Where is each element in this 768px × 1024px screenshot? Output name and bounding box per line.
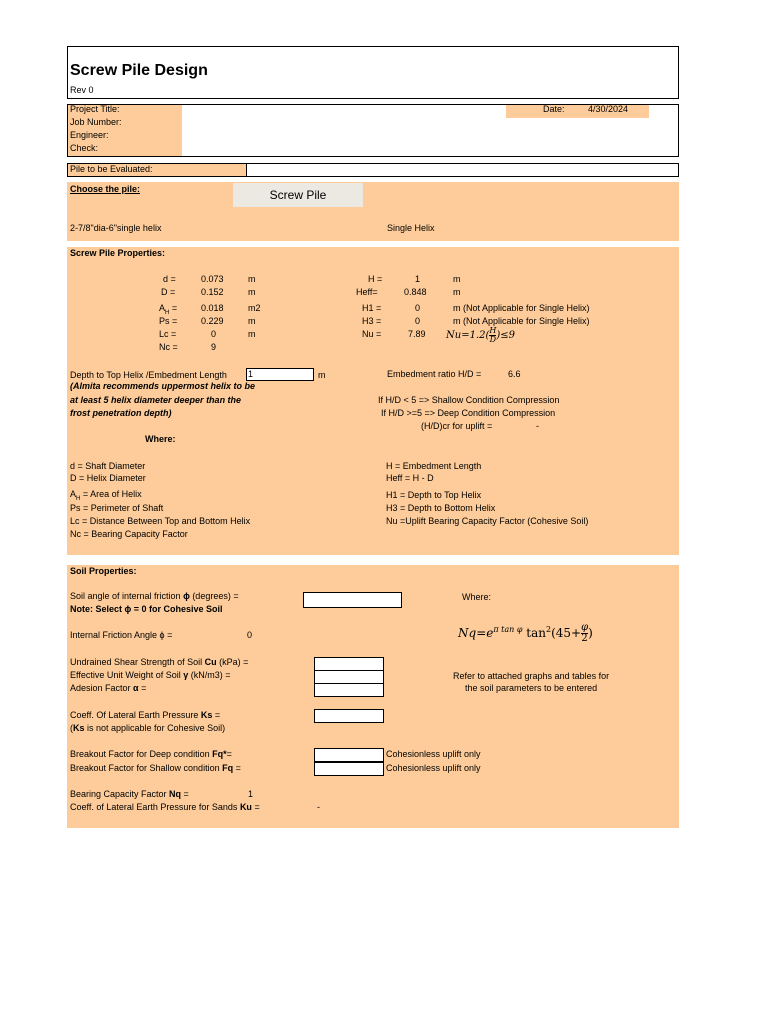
nq-label: Bearing Capacity Factor Nq = [70,789,189,799]
page-title: Screw Pile Design [70,62,208,79]
ks-label: Coeff. Of Lateral Earth Pressure Ks = [70,710,221,720]
cohesionless-note-1: Cohesionless uplift only [386,749,481,759]
def-H: H = Embedment Length [386,461,482,471]
pile-description: 2-7/8"dia-6"single helix [70,223,162,233]
def-d: d = Shaft Diameter [70,461,146,471]
prop-Lc-unit: m [248,329,256,339]
internal-friction-label: Internal Friction Angle ϕ = [70,630,173,640]
prop-AH-label: $A_H$ = [159,303,178,316]
job-number-label: Job Number: [70,117,122,127]
prop-H3-unit: m (Not Applicable for Single Helix) [453,316,590,326]
prop-d-unit: m [248,274,256,284]
almita-note-1: (Almita recommends uppermost helix to be [70,381,256,391]
prop-Heff-unit: m [453,287,461,297]
prop-d-value: 0.073 [201,274,224,284]
def-AH: $A_H$ = Area of Helix [70,489,142,502]
friction-angle-label: Soil angle of internal friction ϕ (degrees) = [70,591,239,601]
uplift-label: (H/D)cr for uplift = [421,421,493,431]
prop-H1-label: H1 = [362,303,382,313]
depth-input[interactable]: 1 [246,368,314,381]
gamma-input[interactable] [314,670,384,684]
engineer-label: Engineer: [70,130,109,140]
shallow-condition: If H/D < 5 => Shallow Condition Compression [378,395,560,405]
cohesive-note: Note: Select ϕ = 0 for Cohesive Soil [70,604,223,614]
pile-properties-title: Screw Pile Properties: [70,248,166,258]
prop-D-value: 0.152 [201,287,224,297]
gamma-label: Effective Unit Weight of Soil γ (kN/m3) = [70,670,231,680]
nq-formula: $Nq=e^{\pi tan \varphi}$ $\tan^2(45+$ $\frac{\varphi}{2}$ ) [458,622,593,644]
prop-AH-value: 0.018 [201,303,224,313]
revision: Rev 0 [70,85,94,95]
def-H3: H3 = Depth to Bottom Helix [386,503,496,513]
prop-Ps-unit: m [248,316,256,326]
def-Nu: Nu =Uplift Bearing Capacity Factor (Cohesive Soil) [386,516,589,526]
ku-label: Coeff. of Lateral Earth Pressure for Sands Ku = [70,802,260,812]
ks-input[interactable] [314,709,384,723]
ks-note: (Ks is not applicable for Cohesive Soil) [70,723,226,733]
prop-D-unit: m [248,287,256,297]
depth-unit: m [318,370,326,380]
cu-label: Undrained Shear Strength of Soil Cu (kPa) = [70,657,249,667]
prop-H1-unit: m (Not Applicable for Single Helix) [453,303,590,313]
def-Ps: Ps = Perimeter of Shaft [70,503,164,513]
fq-label: Breakout Factor for Shallow condition Fq = [70,763,241,773]
prop-Lc-label: Lc = [159,329,177,339]
embedment-value: 6.6 [508,369,521,379]
prop-Ps-value: 0.229 [201,316,224,326]
prop-d-label: d = [163,274,176,284]
prop-D-label: D = [161,287,176,297]
pile-eval-field[interactable] [248,164,676,176]
fq-star-input[interactable] [314,748,384,762]
uplift-value: - [536,421,539,431]
refer-note-1: Refer to attached graphs and tables for [453,671,610,681]
soil-where-label: Where: [462,592,492,602]
pile-eval-label: Pile to be Evaluated: [70,164,153,174]
choose-pile-label: Choose the pile: [70,184,141,194]
check-label: Check: [70,143,99,153]
soil-properties-title: Soil Properties: [70,566,137,576]
def-H1: H1 = Depth to Top Helix [386,490,482,500]
cu-input[interactable] [314,657,384,671]
nq-value: 1 [248,789,254,799]
def-D: D = Helix Diameter [70,473,146,483]
screw-pile-button[interactable]: Screw Pile [233,183,363,207]
alpha-label: Adesion Factor α = [70,683,147,693]
prop-Nu-value: 7.89 [408,329,426,339]
prop-H3-label: H3 = [362,316,382,326]
deep-condition: If H/D >=5 => Deep Condition Compression [381,408,556,418]
prop-H-value: 1 [415,274,421,284]
fq-input[interactable] [314,762,384,776]
prop-AH-unit: m2 [248,303,261,313]
ku-value: - [317,802,320,812]
pile-eval-divider [246,164,247,176]
prop-Heff-value: 0.848 [404,287,427,297]
where-label: Where: [145,434,176,444]
prop-H-unit: m [453,274,461,284]
prop-Nu-label: Nu = [362,329,382,339]
embedment-label: Embedment ratio H/D = [387,369,482,379]
cohesionless-note-2: Cohesionless uplift only [386,763,481,773]
def-Heff: Heff = H - D [386,473,434,483]
fq-star-label: Breakout Factor for Deep condition Fq*= [70,749,232,759]
prop-H3-value: 0 [415,316,421,326]
prop-H1-value: 0 [415,303,421,313]
project-title-label: Project Title: [70,104,120,114]
def-Nc: Nc = Bearing Capacity Factor [70,529,188,539]
prop-Heff-label: Heff= [356,287,378,297]
prop-H-label: H = [368,274,383,284]
prop-Nc-label: Nc = [159,342,178,352]
almita-note-2: at least 5 helix diameter deeper than the [70,395,242,405]
helix-type: Single Helix [387,223,435,233]
date-label: Date: [543,104,565,114]
internal-friction-value: 0 [247,630,253,640]
date-value[interactable]: 4/30/2024 [588,104,629,114]
prop-Lc-value: 0 [211,329,217,339]
refer-note-2: the soil parameters to be entered [465,683,598,693]
prop-Ps-label: Ps = [159,316,178,326]
friction-angle-input[interactable] [303,592,402,608]
prop-Nc-value: 9 [211,342,217,352]
depth-label: Depth to Top Helix /Embedment Length [70,370,227,380]
almita-note-3: frost penetration depth) [70,408,172,418]
nu-formula: Nu=1.2( $\frac{H}{D}$ )≤9 [446,326,516,344]
def-Lc: Lc = Distance Between Top and Bottom Helix [70,516,251,526]
alpha-input[interactable] [314,683,384,697]
